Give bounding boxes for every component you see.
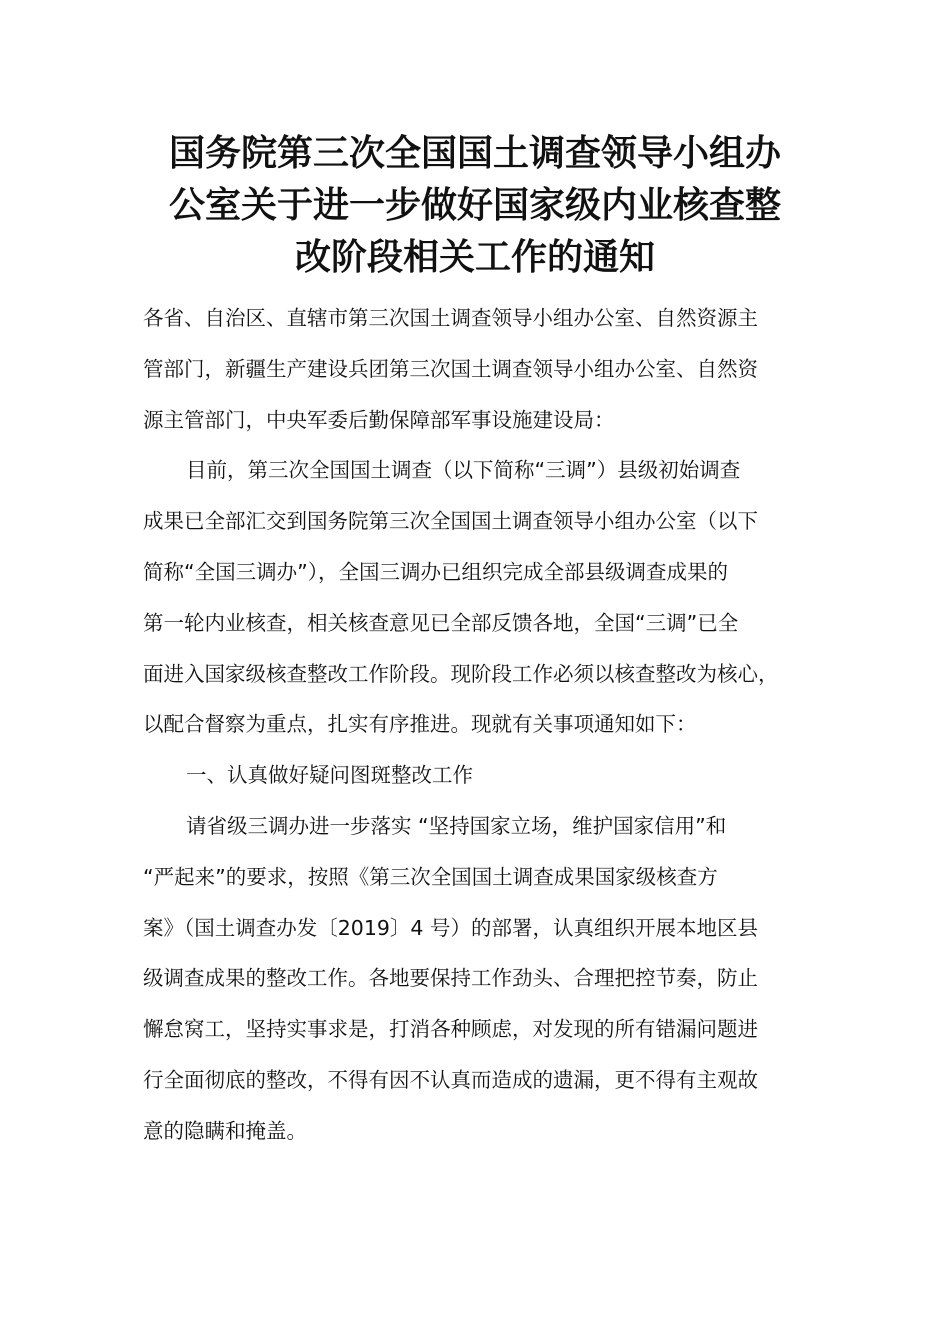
recipients-line: 源主管部门，中央军委后勤保障部军事设施建设局： — [143, 407, 615, 432]
recipients-line: 各省、自治区、直辖市第三次国土调查领导小组办公室、自然资源主 — [143, 306, 758, 330]
section1-line: “严起来”的要求，按照《第三次全国国土调查成果国家级核查方 — [143, 864, 718, 889]
section1-line: 意的隐瞒和掩盖。 — [143, 1118, 307, 1143]
intro-line: 第一轮内业核查，相关核查意见已全部反馈各地，全国“三调”已全 — [143, 610, 739, 635]
intro-line: 以配合督察为重点，扎实有序推进。现就有关事项通知如下： — [143, 712, 697, 737]
section1-paragraph — [143, 801, 803, 1157]
section-heading: 一、认真做好疑问图斑整改工作 — [186, 763, 473, 788]
document-title — [130, 128, 820, 284]
title-line: 公室关于进一步做好国家级内业核查整 — [168, 185, 781, 226]
section1-line: 请省级三调办进一步落实 “坚持国家立场，维护国家信用”和 — [186, 813, 727, 838]
intro-paragraph — [143, 445, 803, 750]
section1-line: 行全面彻底的整改，不得有因不认真而造成的遗漏，更不得有主观故 — [143, 1067, 758, 1092]
section1-line: 级调查成果的整改工作。各地要保持工作劲头、合理把控节奏，防止 — [143, 966, 758, 991]
section1-line: 案》（国土调查办发〔2019〕4 号）的部署，认真组织开展本地区县 — [143, 915, 758, 940]
title-line: 国务院第三次全国国土调查领导小组办 — [168, 133, 781, 174]
recipients-line: 管部门，新疆生产建设兵团第三次国土调查领导小组办公室、自然资 — [143, 356, 758, 381]
intro-line: 目前，第三次全国国土调查（以下简称“三调”）县级初始调查 — [186, 458, 741, 483]
recipients-paragraph — [143, 293, 803, 445]
document-body — [143, 293, 803, 1157]
intro-line: 简称“全国三调办”），全国三调办已组织完成全部县级调查成果的 — [143, 559, 728, 584]
intro-line: 面进入国家级核查整改工作阶段。现阶段工作必须以核查整改为核心， — [143, 661, 779, 686]
section1-line: 懈怠窝工，坚持实事求是，打消各种顾虑，对发现的所有错漏问题进 — [143, 1017, 758, 1042]
title-line: 改阶段相关工作的通知 — [294, 237, 655, 278]
intro-line: 成果已全部汇交到国务院第三次全国国土调查领导小组办公室（以下 — [143, 509, 758, 534]
